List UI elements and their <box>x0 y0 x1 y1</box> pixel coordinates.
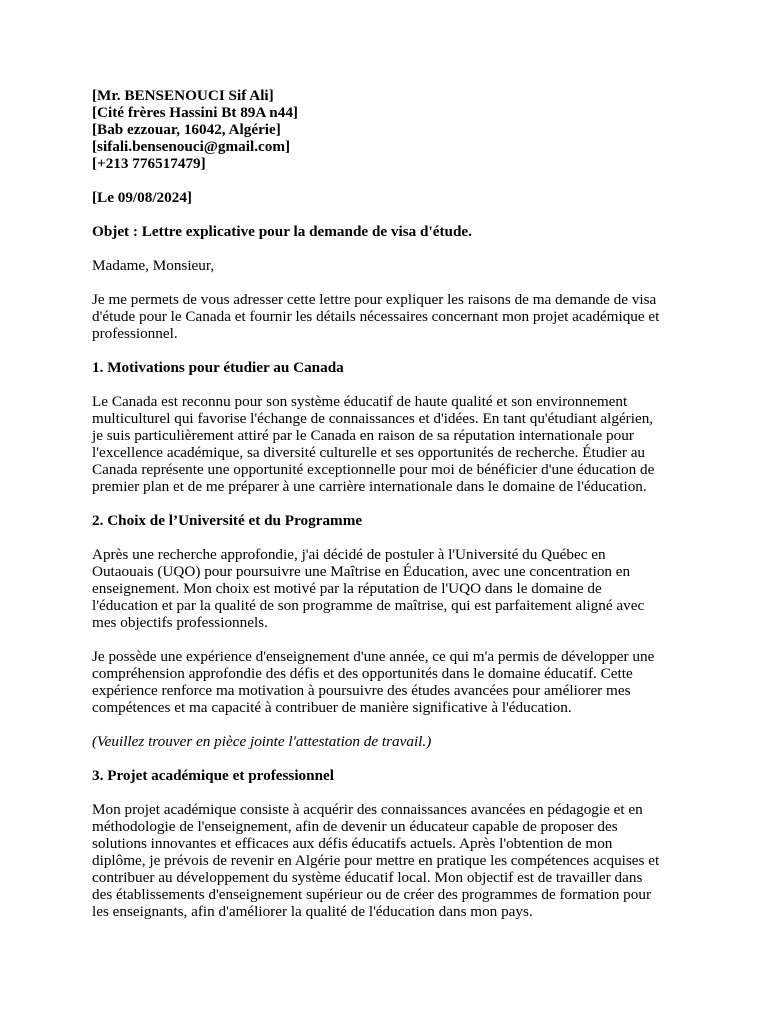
section2-paragraph1 <box>92 546 682 631</box>
paragraph-line: compréhension approfondie des défis et des opportunités dans le domaine éducatif. Cette <box>92 665 633 682</box>
letter-subject: Objet : Lettre explicative pour la demande de visa d'étude. <box>92 223 472 240</box>
paragraph-line: l'excellence académique, sa diversité culturelle et ses opportunités de recherche. Étudier au <box>92 444 646 461</box>
section1-heading-block <box>92 359 682 376</box>
paragraph-line: multiculturel qui favorise l'échange de connaissances et d'idées. En tant qu'étudiant algérien, <box>92 410 654 427</box>
paragraph-line: Outaouais (UQO) pour poursuivre une Maîtrise en Éducation, avec une concentration en <box>92 563 631 580</box>
sender-email: [sifali.bensenouci@gmail.com] <box>92 138 291 155</box>
paragraph-line: méthodologie de l'enseignement, afin de devenir un éducateur capable de proposer des <box>92 818 618 835</box>
paragraph-line: premier plan et de me préparer à une carrière internationale dans le domaine de l'éducation. <box>92 478 647 495</box>
intro-paragraph <box>92 291 682 342</box>
section3-heading-block <box>92 767 682 784</box>
sender-address-line2: [Bab ezzouar, 16042, Algérie] <box>92 121 281 138</box>
paragraph-line: je suis particulièrement attiré par le Canada en raison de sa réputation internationale pour <box>92 427 634 444</box>
section2-paragraph2 <box>92 648 682 716</box>
paragraph-line: Après une recherche approfondie, j'ai décidé de postuler à l'Université du Québec en <box>92 546 606 563</box>
paragraph-line: Je me permets de vous adresser cette lettre pour expliquer les raisons de ma demande de visa <box>92 291 657 308</box>
attachment-note: (Veuillez trouver en pièce jointe l'attestation de travail.) <box>92 733 432 750</box>
sender-block <box>92 87 682 172</box>
paragraph-line: contribuer au développement du système éducatif local. Mon objectif est de travailler dans <box>92 869 643 886</box>
paragraph-line: diplôme, je prévois de revenir en Algérie pour mettre en pratique les compétences acquises et <box>92 852 660 869</box>
section3-paragraph <box>92 801 682 920</box>
paragraph-line: des établissements d'enseignement supérieur ou de créer des programmes de formation pour <box>92 886 652 903</box>
paragraph-line: expérience renforce ma motivation à poursuivre des études avancées pour améliorer mes <box>92 682 631 699</box>
section-heading: 2. Choix de l’Université et du Programme <box>92 512 363 529</box>
paragraph-line: Je possède une expérience d'enseignement d'une année, ce qui m'a permis de développer une <box>92 648 655 665</box>
letter-date: [Le 09/08/2024] <box>92 189 192 206</box>
paragraph-line: enseignement. Mon choix est motivé par la réputation de l'UQO dans le domaine de <box>92 580 602 597</box>
paragraph-line: Canada représente une opportunité exceptionnelle pour moi de bénéficier d'une éducation de <box>92 461 655 478</box>
paragraph-line: compétences et ma capacité à contribuer de manière significative à l'éducation. <box>92 699 572 716</box>
section1-paragraph <box>92 393 682 495</box>
paragraph-line: l'éducation et par la qualité de son programme de maîtrise, qui est parfaitement aligné avec <box>92 597 645 614</box>
section-heading: 1. Motivations pour étudier au Canada <box>92 359 344 376</box>
paragraph-line: mes objectifs professionnels. <box>92 614 268 631</box>
section-heading: 3. Projet académique et professionnel <box>92 767 334 784</box>
date-block <box>92 189 682 206</box>
paragraph-line: solutions innovantes et efficaces aux défis éducatifs actuels. Après l'obtention de mon <box>92 835 613 852</box>
paragraph-line: d'étude pour le Canada et fournir les détails nécessaires concernant mon projet académique et <box>92 308 660 325</box>
paragraph-line: les enseignants, afin d'améliorer la qualité de l'éducation dans mon pays. <box>92 903 533 920</box>
sender-name: [Mr. BENSENOUCI Sif Ali] <box>92 87 274 104</box>
section2-heading-block <box>92 512 682 529</box>
salutation-block <box>92 257 682 274</box>
paragraph-line: professionnel. <box>92 325 178 342</box>
paragraph-line: Le Canada est reconnu pour son système éducatif de haute qualité et son environnement <box>92 393 628 410</box>
sender-address-line1: [Cité frères Hassini Bt 89A n44] <box>92 104 298 121</box>
salutation: Madame, Monsieur, <box>92 257 215 274</box>
attachment-note-block <box>92 733 682 750</box>
paragraph-line: Mon projet académique consiste à acquérir des connaissances avancées en pédagogie et en <box>92 801 643 818</box>
subject-block <box>92 223 682 240</box>
letter-body <box>92 87 682 920</box>
sender-phone: [+213 776517479] <box>92 155 206 172</box>
